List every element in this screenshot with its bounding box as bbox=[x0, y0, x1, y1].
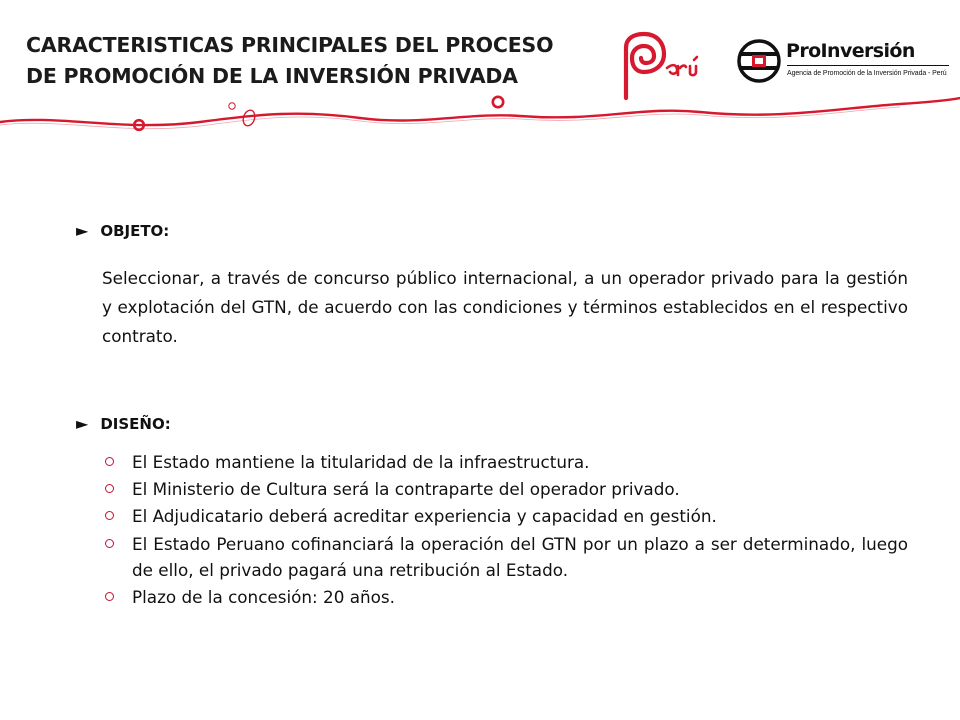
oval-circle bbox=[241, 109, 256, 128]
right-triangle-arrow-icon: ► bbox=[76, 221, 89, 240]
page-title-line2: DE PROMOCIÓN DE LA INVERSIÓN PRIVADA bbox=[26, 64, 518, 88]
list-item-text: El Ministerio de Cultura será la contraparte del operador privado. bbox=[132, 479, 680, 500]
red-swoosh-line bbox=[0, 98, 960, 125]
list-item-text: El Adjudicatario deberá acreditar experiencia y capacidad en gestión. bbox=[132, 506, 717, 527]
list-item-text: Plazo de la concesión: 20 años. bbox=[132, 586, 395, 607]
hollow-circle-icon bbox=[105, 539, 114, 548]
proinversion-tagline: Agencia de Promoción de la Inversión Privada - Perú bbox=[787, 70, 947, 77]
hollow-circle-icon bbox=[105, 592, 114, 601]
objeto-heading bbox=[76, 221, 169, 240]
small-circle bbox=[229, 103, 235, 109]
diseno-list bbox=[102, 449, 908, 611]
page-title-line1: CARACTERISTICAS PRINCIPALES DEL PROCESO bbox=[26, 33, 554, 57]
list-item bbox=[102, 584, 908, 610]
objeto-paragraph: Seleccionar, a través de concurso público internacional, a un operador privado para la gestión y explotación del GTN, de acuerdo con las condiciones y términos establecidos en el respectivo contrato. bbox=[102, 268, 908, 346]
list-item-text: El Estado mantiene la titularidad de la infraestructura. bbox=[132, 452, 590, 472]
red-dot-circle-right bbox=[493, 97, 503, 107]
proinversion-rule bbox=[787, 65, 949, 66]
proinversion-emblem-icon bbox=[736, 38, 782, 84]
right-triangle-arrow-icon: ► bbox=[76, 414, 89, 433]
list-item bbox=[102, 476, 908, 502]
proinversion-name: ProInversión bbox=[786, 40, 915, 62]
hollow-circle-icon bbox=[105, 484, 114, 493]
list-item bbox=[102, 531, 908, 583]
list-item-text: El Estado Peruano cofinanciará la operación del GTN por un plazo a ser determinado, luego de ello, el privado pagará una retribución al Estado. bbox=[132, 533, 908, 580]
list-item bbox=[102, 503, 908, 529]
list-item bbox=[102, 449, 908, 475]
objeto-heading-label: OBJETO: bbox=[100, 221, 170, 240]
page-title bbox=[26, 30, 586, 92]
hollow-circle-icon bbox=[105, 511, 114, 520]
diseno-heading bbox=[76, 414, 171, 433]
diseno-heading-label: DISEÑO: bbox=[100, 414, 171, 433]
marca-peru-logo bbox=[612, 28, 716, 104]
hollow-circle-icon bbox=[105, 457, 114, 466]
proinversion-logo bbox=[736, 36, 951, 88]
